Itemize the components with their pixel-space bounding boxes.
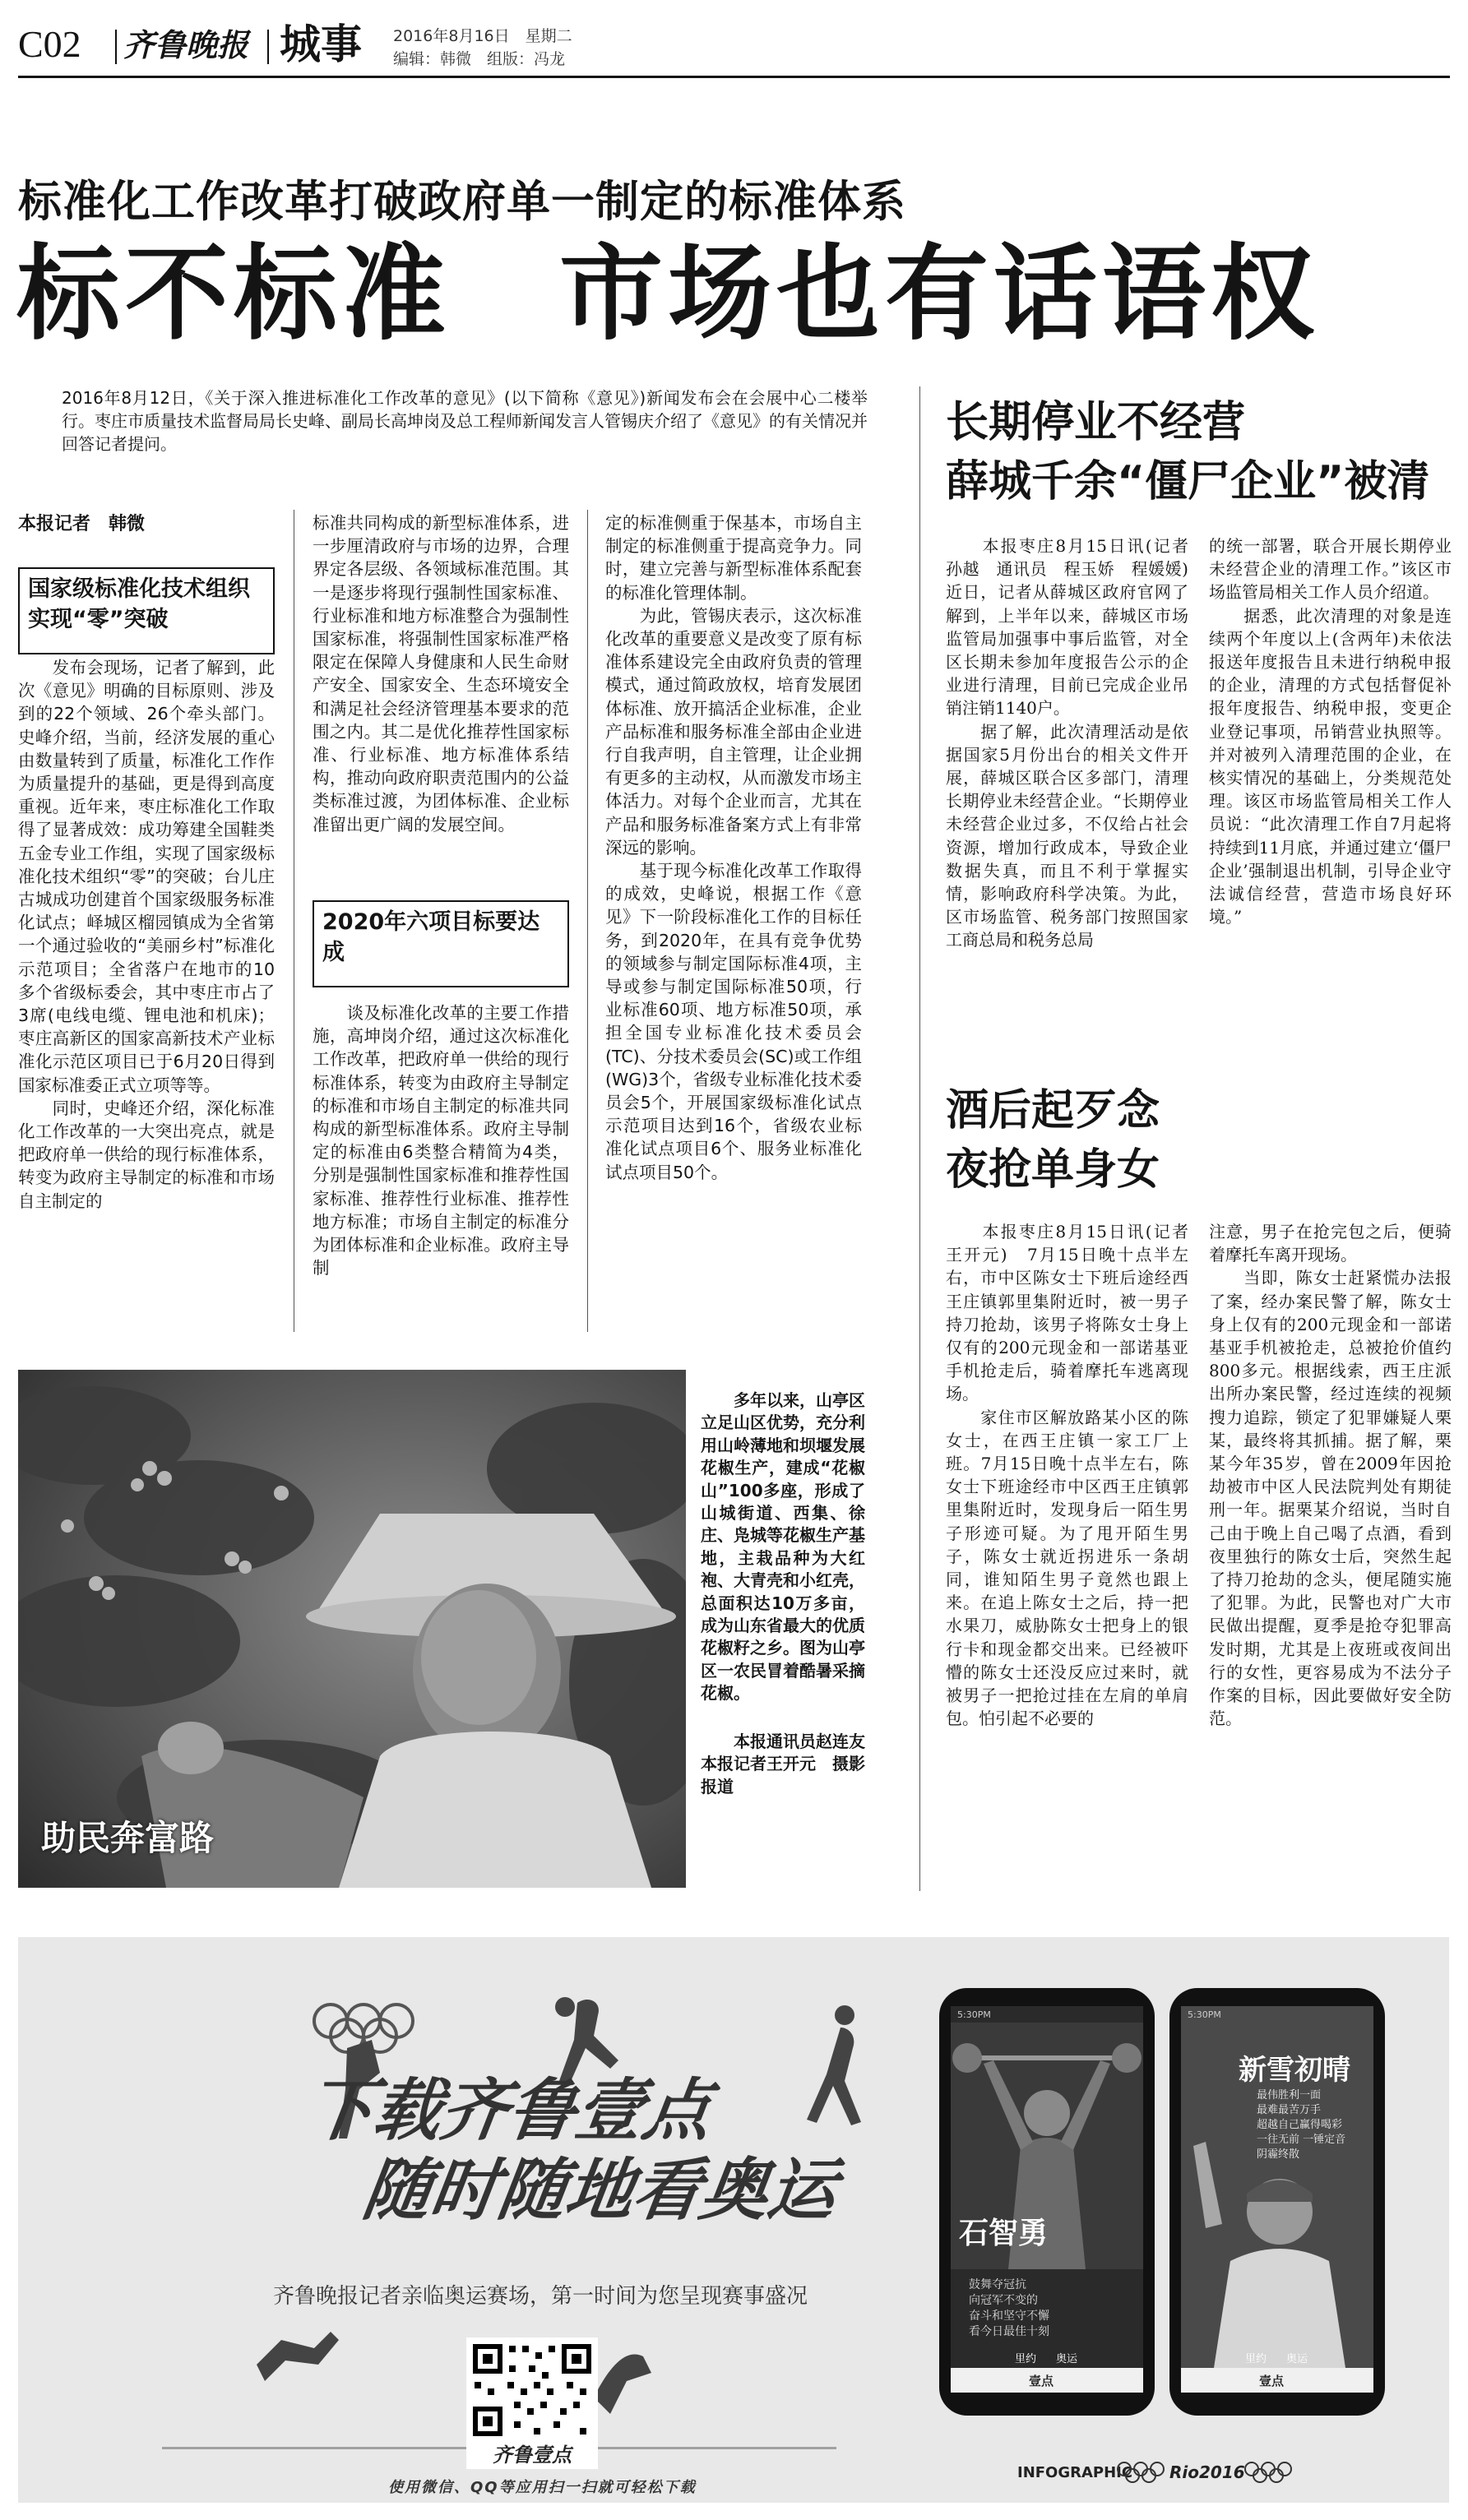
masthead-divider	[115, 30, 117, 64]
infographic-label: INFOGRAPHIC	[1017, 2464, 1133, 2481]
lead-column-1: 发布会现场，记者了解到，此次《意见》明确的目标原则、涉及到的22个领域、26个牵头部门。史峰介绍，当前，经济发展的重心由数量转到了质量，标准化工作作为质量提升的基础，更是得到高度重视。近年来，枣庄标准化工作取得了显著成效：成功筹建全国鞋类五金专业工作组，实现了国家级标准化技术组织“零”的突破；台儿庄古城成功创建首个国家级服务标准化试点；峄城区榴园镇成为全省第一个通过验收的“美丽乡村”标准化示范项目；全省落户在地市的10多个省级标委会，其中枣庄市占了3席(电线电缆、锂电池和机床)；枣庄高新区的国家高新技术产业标准化示范区项目已于6月20日得到国家标准委正式立项等等。 同时，史峰还介绍，深化标准化工作改革的一大突出亮点，就是把政府单一供给的现行标准体系，转变为政府主导制定的标准和市场自主制定的	[18, 658, 275, 1211]
story2-headline-line1: 长期停业不经营	[946, 398, 1246, 447]
qr-code[interactable]	[466, 2337, 598, 2469]
phone-mockup-2	[1169, 1988, 1385, 2416]
phone-2-title: 新雪初晴	[1239, 2054, 1350, 2087]
ad-footer-text: 使用微信、QQ等应用扫一扫就可轻松下载	[388, 2479, 697, 2496]
phone-1-tab-olympics: 奥运	[1056, 2353, 1078, 2365]
phone-1-status: 5:30PM	[957, 2009, 991, 2020]
story3-column-2: 注意，男子在抢完包之后，便骑着摩托车离开现场。 当即，陈女士赶紧慌办法报了案，经办案民警了解，陈女士身上仅有的200元现金和一部诺基亚手机被抢走，总被抢价值约800多元。根据线索，西王庄派出所办案民警，经过连续的视频搜力追踪，锁定了犯罪嫌疑人栗某，最终将其抓捕。据了解，栗某今年35岁，曾在2009年因抢劫被市中区人民法院判处有期徒刑一年。据栗某介绍说，当时自己由于晚上自己喝了点酒，看到夜里独行的陈女士后，突然生起了持刀抢劫的念头，便尾随实施了犯罪。为此，民警也对广大市民做出提醒，夏季是抢夺犯罪高发时期，尤其是上夜班或夜间出行的女性，更容易成为不法分子作案的目标，因此要做好安全防范。	[1209, 1222, 1452, 1729]
page-number: C02	[18, 23, 81, 65]
masthead-divider	[267, 30, 269, 64]
story2-column-2: 的统一部署，联合开展长期停业未经营企业的清理工作。”该区市场监管局相关工作人员介绍道。 据悉，此次清理的对象是连续两个年度以上(含两年)未依法报送年度报告且未进行纳税申报的企业，清理的方式包括督促补报年度报告、纳税申报，变更企业登记事项，吊销营业执照等。并对被列入清理范围的企业，在核实情况的基础上，分类规范处理。该区市场监管局相关工作人员说：“此次清理工作自7月起将持续到11月底，并通过建立‘僵尸企业’强制退出机制，引导企业守法诚信经营，营造市场良好环境。”	[1209, 536, 1452, 927]
story2-headline-line2: 薛城千余“僵尸企业”被清	[946, 457, 1430, 506]
ad-headline-line2: 随时随地看奥运	[358, 2152, 841, 2230]
masthead-rule	[18, 76, 1450, 78]
ad-headline-line1: 下载齐鲁壹点	[300, 2072, 716, 2150]
story3-column-1: 本报枣庄8月15日讯(记者 王开元) 7月15日晚十点半左右，市中区陈女士下班后途经西王庄镇郭里集附近时，被一男子持刀抢劫，该男子将陈女士身上仅有的200元现金和一部诺基亚手机抢走后，骑着摩托车逃离现场。 家住市区解放路某小区的陈女士，在西王庄镇一家工厂上班。7月15日晚十点半左右，陈女士下班途经市中区西王庄镇郭里集附近时，发现身后一陌生男子形迹可疑。为了甩开陌生男子，陈女士就近拐进乐一条胡同，谁知陌生男子竟然也跟上来。在追上陈女士之后，持一把水果刀，威胁陈女士把身上的银行卡和现金都交出来。已经被吓懵的陈女士还没反应过来时，就被男子一把抢过挂在左肩的单肩包。怕引起不必要的	[946, 1222, 1188, 1729]
lead-headline: 标不标准 市场也有话语权	[16, 234, 1319, 354]
farmer-photo	[18, 1370, 686, 1888]
farmer-photo-illustration	[18, 1370, 686, 1888]
qr-label: 齐鲁壹点	[493, 2444, 572, 2467]
olympic-rings-icon	[1243, 2460, 1293, 2485]
phone-2-app-logo: 壹点	[1259, 2374, 1285, 2388]
lead-column-2a: 标准共同构成的新型标准体系，进一步厘清政府与市场的边界，合理界定各层级、各领域标准范围。其一是逐步将现行强制性国家标准、行业标准和地方标准整合为强制性国家标准，将强制性国家标准严格限定在保障人身健康和人民生命财产安全、国家安全、生态环境安全和满足社会经济管理基本要求的范围之内。其二是优化推荐性国家标准、行业标准、地方标准体系结构，推动向政府职责范围内的公益类标准过渡，为团体标准、企业标准留出更广阔的发展空间。	[313, 513, 569, 835]
column-rule	[587, 510, 588, 1332]
olympic-rings-icon	[1116, 2460, 1165, 2485]
phone-2-tab-olympics: 奥运	[1286, 2353, 1308, 2365]
photo-caption: 多年以来，山亭区立足山区优势，充分利用山岭薄地和坝堰发展花椒生产，建成“花椒山”100多座，形成了山城街道、西集、徐庄、凫城等花椒生产基地，主栽品种为大红袍、大青壳和小红壳，总面积达10万多亩，成为山东省最大的优质花椒籽之乡。图为山亭区一农民冒着酷暑采摘花椒。	[701, 1390, 865, 1704]
paper-name-logo: 齐鲁晚报	[123, 26, 249, 63]
ad-subline: 齐鲁晚报记者亲临奥运赛场，第一时间为您呈现赛事盛况	[273, 2284, 808, 2309]
story2-column-1: 本报枣庄8月15日讯(记者 孙越 通讯员 程玉娇 程媛媛) 近日，记者从薛城区政府官网了解到，上半年以来，薛城区市场监管局加强事中事后监管，对全区长期未参加年度报告公示的企业进行清理，目前已完成企业吊销注销1140户。 据了解，此次清理活动是依据国家5月份出台的相关文件开展，薛城区联合区多部门，清理长期停业未经营企业。“长期停业未经营企业过多，不仅给占社会资源，增加行政成本，导致企业数据失真，而且不利于掌握实情，影响政府科学决策。为此，区市场监管、税务部门按照国家工商总局和税务总局	[946, 536, 1188, 950]
lead-intro: 2016年8月12日，《关于深入推进标准化工作改革的意见》(以下简称《意见》)新闻发布会在会展中心二楼举行。枣庄市质量技术监督局局长史峰、副局长高坤岗及总工程师新闻发言人管锡庆介绍了《意见》的有关情况并回答记者提问。	[62, 388, 868, 454]
phone-1-appbar	[951, 2368, 1143, 2393]
phone-2-appbar	[1181, 2368, 1373, 2393]
date-line: 2016年8月16日 星期二	[393, 27, 572, 45]
story3-headline-line2: 夜抢单身女	[946, 1145, 1160, 1195]
editor-line: 编辑：韩微 组版：冯龙	[393, 50, 566, 68]
lead-kicker: 标准化工作改革打破政府单一制定的标准体系	[18, 177, 906, 227]
phone-1-app-logo: 壹点	[1029, 2374, 1054, 2388]
subhead-2020-goals: 2020年六项目标要达成	[313, 900, 569, 987]
phone-1-tab-rio: 里约	[1015, 2353, 1037, 2365]
shooter-illustration	[1181, 2129, 1373, 2376]
rio-label: Rio2016	[1169, 2462, 1245, 2482]
phone-1-title: 石智勇	[959, 2217, 1049, 2250]
photo-title: 助民奔富路	[41, 1818, 215, 1858]
lead-byline: 本报记者 韩微	[18, 514, 146, 534]
column-rule	[919, 386, 920, 1891]
subhead-zero-breakthrough: 国家级标准化技术组织实现“零”突破	[18, 567, 275, 654]
photo-credit: 本报通讯员赵连友 本报记者王开元 摄影报道	[701, 1732, 882, 1796]
masthead	[0, 0, 1468, 74]
phone-1-caption: 鼓舞夺冠抗 向冠军不变的 奋斗和坚守不懈 看今日最佳十刻	[969, 2278, 1049, 2338]
ad-banner[interactable]	[18, 1937, 1449, 2503]
section-name: 城事	[280, 21, 362, 68]
phone-1-screen	[951, 2006, 1143, 2393]
story3-headline-line1: 酒后起歹念	[946, 1086, 1160, 1135]
qr-code-pattern	[466, 2337, 598, 2443]
phone-2-caption: 最伟胜利一面 最难最苦万手 超越自己赢得喝彩 一往无前 一锤定音 阴霾终散	[1257, 2089, 1346, 2161]
phone-2-screen	[1181, 2006, 1373, 2393]
phone-2-status: 5:30PM	[1188, 2009, 1221, 2020]
phone-mockup-1	[939, 1988, 1155, 2416]
lead-column-2b: 谈及标准化改革的主要工作措施，高坤岗介绍，通过这次标准化工作改革，把政府单一供给的现行标准体系，转变为由政府主导制定的标准和市场自主制定的标准共同构成的新型标准体系。政府主导制定的标准由6类整合精简为4类，分别是强制性国家标准和推荐性国家标准、推荐性行业标准、推荐性地方标准；市场自主制定的标准分为团体标准和企业标准。政府主导制	[313, 1003, 569, 1278]
lead-column-3: 定的标准侧重于保基本，市场自主制定的标准侧重于提高竞争力。同时，建立完善与新型标准体系配套的标准化管理体制。 为此，管锡庆表示，这次标准化改革的重要意义是改变了原有标准体系建设完全由政府负责的管理模式，通过简政放权，培育发展团体标准、放开搞活企业标准，企业产品标准和服务标准全部由企业进行自我声明，自主管理，让企业拥有更多的主动权，从而激发市场主体活力。对每个企业而言，尤其在产品和服务标准备案方式上有非常深远的影响。 基于现今标准化改革工作取得的成效，史峰说，根据工作《意见》下一阶段标准化工作的目标任务，到2020年，在具有竞争优势的领域参与制定国际标准4项，主导或参与制定国际标准50项，行业标准60项、地方标准50项，承担全国专业标准化技术委员会(TC)、分技术委员会(SC)或工作组(WG)3个，省级专业标准化技术委员会5个，开展国家级标准化试点示范项目达到16个，省级农业标准化试点项目6个、服务业标准化试点项目50个。	[605, 513, 862, 1182]
phone-2-tab-rio: 里约	[1245, 2353, 1267, 2365]
